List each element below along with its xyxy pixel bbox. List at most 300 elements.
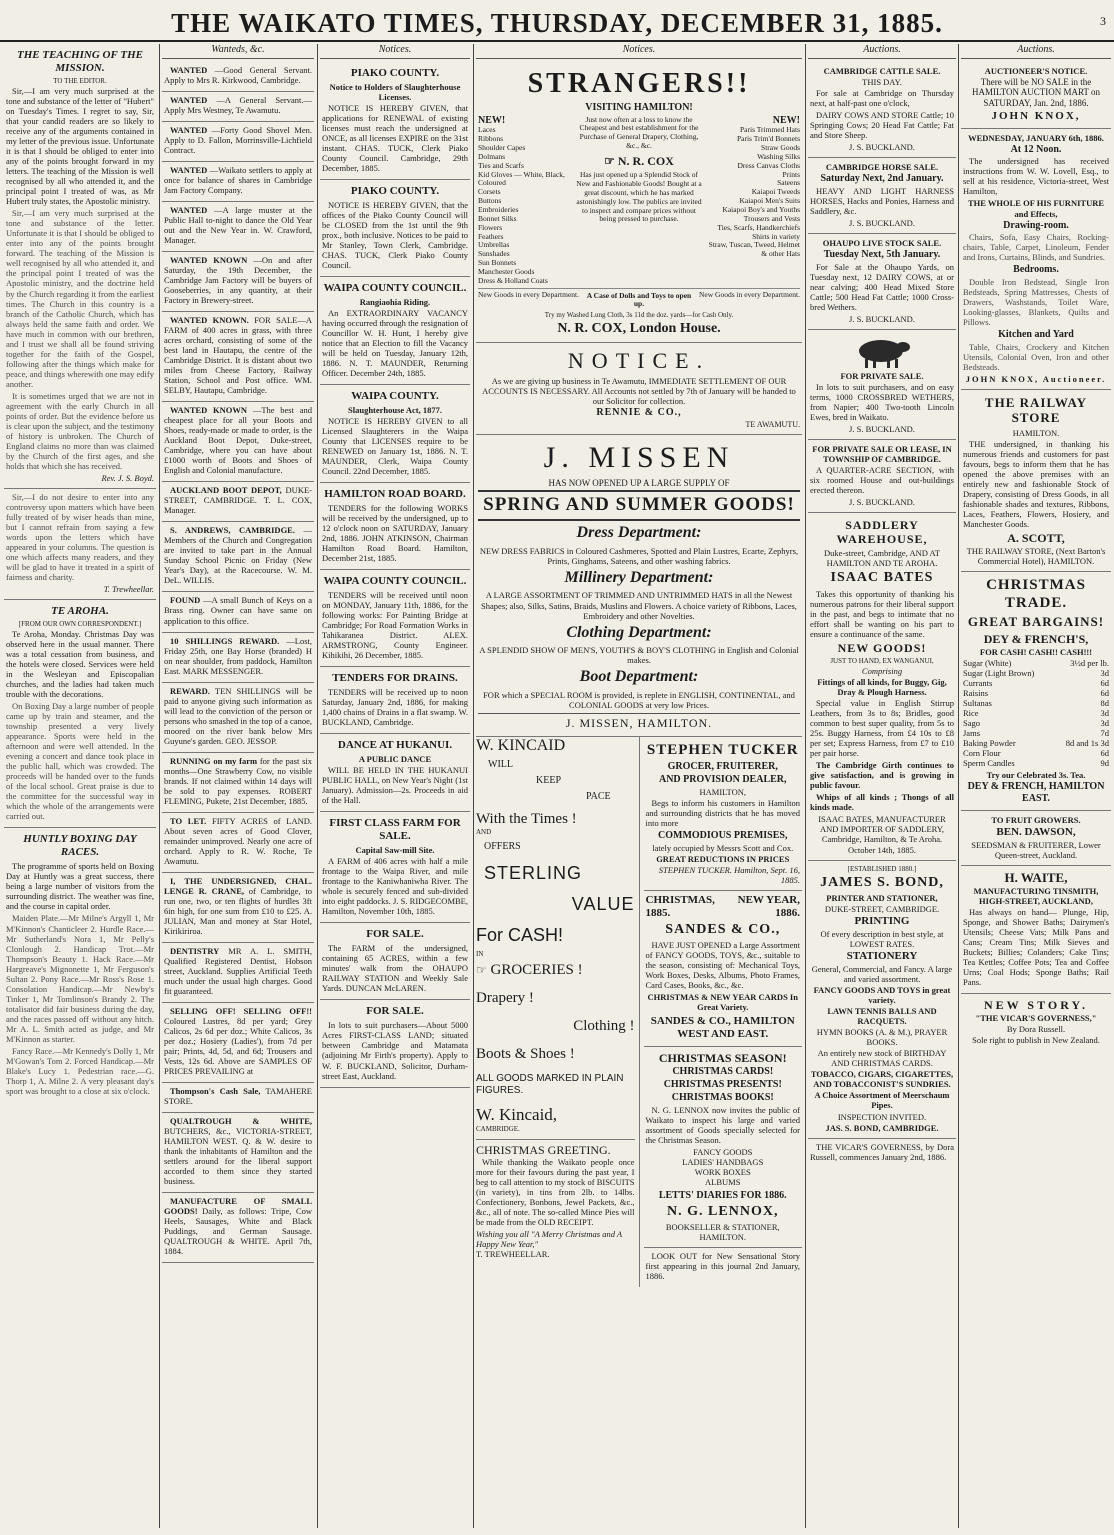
page-number: 3 <box>1100 14 1106 28</box>
bond-birthday: An entirely new stock of BIRTHDAY AND CHRISTMAS CARDS. <box>817 1048 947 1069</box>
grocery-price: 6d <box>1100 748 1109 759</box>
bates-name: ISAAC BATES <box>830 570 934 586</box>
notice-ad-body: NOTICE IS HEREBY GIVEN to all Licensed Slaughterers in the Waipa County that LICENSES require to be RENEWED on January 1st, 1886. N. T. MAUNDER, Clerk, Waipa County Council. 22nd December, 1885. <box>322 416 468 477</box>
cattle-sale-ad <box>808 62 956 158</box>
ohaupo-head: OHAUPO LIVE STOCK SALE. <box>822 237 942 248</box>
bond-inspection: INSPECTION INVITED. <box>837 1111 927 1122</box>
notice-ad-body: TENDERS will be received until noon on MONDAY, January 11th, 1886, for the following works: For Painting Bridge at Cambridge; For Road Formation Works in Tahikaranea District. ALEX. ARMSTRONG, County Engineer. Kihikihi, 26 December, 1885. <box>322 590 468 661</box>
lennox-text: N. G. LENNOX now invites the public of Waikato to inspect his large and varied assortment of Goods specially selected for the Christmas Season. <box>645 1104 800 1145</box>
notice-ad-body: TENDERS will be received up to noon Saturday, January 2nd, 1886, for making 1,400 chains of Drains in a flat swamp. W. BUCKLAND, Cambridge. <box>322 687 468 728</box>
vicar-title: "THE VICAR'S GOVERNESS," <box>975 1013 1097 1024</box>
drapery-item: Dress Canvas Cloths <box>737 160 801 170</box>
xmas-books: CHRISTMAS BOOKS! <box>671 1091 774 1103</box>
wanted-ad-body: —Good General Servant. Apply to Mrs R. Kirkwood, Cambridge. <box>164 64 312 85</box>
grocery-item: Rice <box>963 708 979 719</box>
huntly-body: The programme of sports held on Boxing Day at Huntly was a great success, there being a large number of visitors from the surrounding district. The weather was fine, and the course in capital order. <box>6 861 154 912</box>
vicar-ad <box>808 1139 956 1168</box>
waite-name: H. WAITE, <box>1004 869 1068 885</box>
drapery-item: Kaiapoi Boy's and Youths <box>722 205 801 215</box>
notice-headline: NOTICE. <box>567 348 711 374</box>
grocery-row <box>963 748 1109 758</box>
notice-ad-head: TENDERS FOR DRAINS. <box>332 672 458 685</box>
drapery-item: Ties, Scarfs, Handkerchiefs <box>717 222 801 232</box>
notice-ad-head: HAMILTON ROAD BOARD. <box>324 488 466 501</box>
grocery-row <box>963 688 1109 698</box>
xmas-left: CHRISTMAS, 1885. <box>645 893 715 919</box>
buckland-sign-5: J. S. BUCKLAND. <box>849 496 915 507</box>
grocery-item: Raisins <box>963 688 989 699</box>
drapery-item: Kaiapoi Tweeds <box>751 187 801 197</box>
lennox-item: LADIES' HANDBAGS <box>682 1156 764 1167</box>
saddlery-ad <box>808 513 956 861</box>
wanted-ad <box>162 633 314 683</box>
lennox-item: ALBUMS <box>705 1176 741 1187</box>
drapery-item: Sunshades <box>478 249 510 259</box>
wanted-ad-head: WANTED KNOWN <box>170 255 248 266</box>
wanted-ad-head: MANUFACTURE OF SMALL GOODS! <box>164 1196 312 1217</box>
bond-tennis: LAWN TENNIS BALLS AND RACQUETS. <box>827 1006 937 1027</box>
wanted-ad-head: WANTED <box>170 64 208 75</box>
drapery-item: Sateens <box>777 178 801 188</box>
notice-ad <box>320 812 470 923</box>
wanted-ad-text <box>164 485 312 515</box>
bond-fancy: FANCY GOODS AND TOYS in great variety. <box>813 985 951 1006</box>
notice-ads-list <box>320 62 470 1088</box>
wanted-ad-text <box>164 595 312 625</box>
drapery-item: Sun Bonnets <box>478 258 517 268</box>
groceries-text: GROCERIES ! <box>490 962 583 979</box>
boot-dept-title: Boot Department: <box>579 668 699 686</box>
visiting-hamilton: VISITING HAMILTON! <box>585 101 693 113</box>
grocery-row <box>963 728 1109 738</box>
exchange-sale-ad <box>808 440 956 513</box>
wanted-ad-body: —A small Bunch of Keys on a Brass ring. Owner can have same on application to this office. <box>164 595 313 626</box>
notice-ad-sub: Capital Saw-mill Site. <box>355 845 435 856</box>
wanted-ad <box>162 592 314 632</box>
notice-ad-head: FOR SALE. <box>366 1005 424 1018</box>
bond-printing-text: Of every description in best style, at LOWEST RATES. <box>820 929 944 950</box>
bates-new-goods: NEW GOODS! <box>837 640 927 655</box>
buckland-sign-2: J. S. BUCKLAND. <box>849 217 915 228</box>
grocery-row <box>963 758 1109 768</box>
horse-sale-head: CAMBRIDGE HORSE SALE. <box>825 161 939 172</box>
xmas-cards: CHRISTMAS CARDS! <box>672 1066 774 1078</box>
sandes-name: SANDES & CO., <box>665 921 781 937</box>
christmas-trade-ad <box>961 572 1111 811</box>
notice-ad-sub: A PUBLIC DANCE <box>358 754 432 765</box>
wanted-ad-head: AUCKLAND BOOT DEPOT, <box>170 485 282 496</box>
tucker-and-others <box>644 737 803 1288</box>
wanted-ad <box>162 162 314 202</box>
grocery-price: 3d <box>1100 708 1109 719</box>
grocery-row <box>963 708 1109 718</box>
letter-signature: Rev. J. S. Boyd. <box>101 472 154 483</box>
lennox-item: WORK BOXES <box>694 1166 751 1177</box>
notice-ad-body: WILL BE HELD IN THE HUKANUI PUBLIC HALL, on New Year's Night (1st January). Admission—2s. Proceeds in aid of the Hall. <box>322 765 468 806</box>
notice-ad-body: TENDERS for the following WORKS will be received by the undersigned, up to 12 o'clock noon on SATURDAY, January 2nd, 1886. JOHN ATKINSON, Chairman Hamilton Road Board. Hamilton, December 21st, 1885. <box>322 503 468 564</box>
knox-name: JOHN KNOX, <box>991 109 1081 122</box>
notice-ad-head: PIAKO COUNTY. <box>350 66 440 79</box>
notice-ad <box>320 1000 470 1087</box>
wanted-ad-body: FIFTY ACRES of LAND. About seven acres of Good Clover, remainder unimproved. Nearly one acre of orchard. Apply to R. W. Roche, Te Awamutu. <box>164 815 312 866</box>
article-title: THE TEACHING OF THE MISSION. <box>16 49 143 74</box>
wanted-ad <box>162 122 314 162</box>
cox-foot: Try my Washed Lung Cloth, 3s 11d the doz. yards—for Cash Only. <box>544 311 734 320</box>
wanted-ad-body: —A large muster at the Public Hall to-night to dance the Old Year out and the New Year in. W. Crawford, Manager. <box>164 204 313 245</box>
kincaid-groceries <box>476 962 635 980</box>
notice-ad-head: WAIPA COUNTY. <box>351 390 439 403</box>
dey-french-name: DEY & FRENCH'S, <box>983 631 1089 646</box>
column-notices <box>320 44 470 1528</box>
wanted-ad <box>162 753 314 813</box>
lennox-sub: BOOKSELLER & STATIONER, HAMILTON. <box>665 1222 780 1243</box>
missen-foot: J. MISSEN, HAMILTON. <box>478 713 800 730</box>
tucker-place: HAMILTON, <box>699 786 747 797</box>
dress-dept-title: Dress Department: <box>576 523 702 541</box>
bond-stationery-text: General, Commercial, and Fancy. A large and varied assortment. <box>811 964 953 985</box>
grocery-row <box>963 718 1109 728</box>
christmas-greeting-title: CHRISTMAS GREETING. <box>476 1143 611 1158</box>
railway-store-ad <box>961 390 1111 572</box>
kincaid-sterling: STERLING <box>484 862 583 883</box>
article-body-cont: Sir,—I am very much surprised at the tone and substance of the letter. Unfortunate it is that I should be obliged to enter into any of the points brought forward. The teaching of the Mission is well recognised by all who attended it, and the principal point I treated of was the Apostolic ministry, and the doctrine held by the Church regarding it from the earliest times. The Church in this country is a branch of the Catholic Church, which has always held the same faith and order. We have much in common with our brethren, and I trust we shall all be found striving together for the faith of the Gospel, following after the things which make for peace, and things wherewith one may edify another. <box>6 208 154 389</box>
vicar-foot: Sole right to publish in New Zealand. <box>972 1035 1100 1046</box>
grocery-item: Sperm Candles <box>963 758 1015 769</box>
private-sale-text: In lots to suit purchasers, and on easy terms, 1000 CROSSBRED WETHERS, from Napier; 400 Two-tooth Lincoln Ewes, bred in Waikato. <box>810 381 954 422</box>
article-title-te-aroha: TE AROHA. <box>51 604 109 617</box>
wanted-ad-text <box>164 756 312 806</box>
drapery-item: Flowers <box>478 222 503 232</box>
saddlery-sub: Duke-street, Cambridge, AND AT HAMILTON AND TE AROHA. <box>824 548 940 569</box>
cox-name <box>574 154 703 168</box>
wanted-ad-body: TEN SHILLINGS will be paid to anyone giving such information as will lead to the conviction of the person or persons who smashed in the top of a canoe, moored on the river bank below Mrs Guyune's garden. GEO. JESSOP. <box>164 685 312 746</box>
wanted-ad-head: WANTED <box>170 124 208 135</box>
wanted-ad <box>162 92 314 122</box>
auctioneer-notice <box>961 62 1111 129</box>
boot-dept-text: FOR which a SPECIAL ROOM is provided, is replete in ENGLISH, CONTINENTAL, and COLONIAL GOODS at very low Prices. <box>483 690 795 711</box>
lennox-item: FANCY GOODS <box>693 1146 753 1157</box>
kincaid-will: WILL <box>488 759 513 771</box>
notice-ad-head: WAIPA COUNTY COUNCIL. <box>323 575 467 588</box>
cox-dept: New Goods in every Department. <box>478 289 580 299</box>
wanted-ad-head: WANTED KNOWN. <box>170 315 249 326</box>
xmas-right: NEW YEAR, 1886. <box>737 893 800 919</box>
xmas-presents: CHRISTMAS PRESENTS! <box>663 1079 782 1091</box>
wanted-ad-text <box>164 1086 312 1106</box>
grocery-item: Sultanas <box>963 698 992 709</box>
drapery-item: Embroideries <box>478 205 519 215</box>
wanted-ad-body: FOR SALE—A FARM of 400 acres in grass, with three acres orchard, consisting of some of the best land in Hautapu, the centre of the Cambridge District. It is distant about two miles from Cheese Factory, Railway Station, School and Post office. WM. SELBY, Hautapu, Cambridge. <box>164 315 312 396</box>
wanted-ad <box>162 312 314 402</box>
wanted-ad <box>162 1083 314 1113</box>
cox-text: Has just opened up a Splendid Stock of New and Fashionable Goods! Bought at a great discount, which he has marked astonishingly low. The publics are invited to inspect and compare prices without being pressed to purchase. <box>576 170 702 224</box>
wanted-ad-text <box>164 405 312 475</box>
xmas-trade-title: CHRISTMAS TRADE. <box>986 577 1086 611</box>
notice-ad-body: In lots to suit purchasers—About 5000 Acres FIRST-CLASS LAND; situated between Cambridge and Matamata (adjoining Mr Firth's property). Apply to W. F. BUCKLAND, Solicitor, Durham-street East, Auckland. <box>322 1020 468 1081</box>
wanted-ad-body: DUKE-STREET, CAMBRIDGE. T. L. COX, Manager. <box>164 485 312 516</box>
column-rule <box>317 44 318 1528</box>
lennox-ad <box>644 1047 803 1248</box>
dawson-name: BEN. DAWSON, <box>996 825 1076 838</box>
drapery-item: Dolmans <box>478 151 506 161</box>
bond-meer: A Choice Assortment of Meerschaum Pipes. <box>814 1090 950 1111</box>
drapery-item: Bonnet Silks <box>478 213 517 223</box>
tucker-commodious: COMMODIOUS PREMISES, <box>658 829 788 841</box>
drapery-list-left <box>478 126 570 285</box>
drapery-item: Corsets <box>478 187 501 197</box>
wanted-ad-head: WANTED <box>170 204 208 215</box>
wanted-ad <box>162 683 314 753</box>
grocery-row <box>963 698 1109 708</box>
ohaupo-date: Tuesday Next, 5th January. <box>823 248 941 260</box>
column-rule <box>958 44 959 1528</box>
drapery-item: Feathers <box>478 231 504 241</box>
kincaid-clothing: Clothing ! <box>573 1017 635 1034</box>
wanted-ad-head: 10 SHILLINGS REWARD. <box>170 635 280 646</box>
wanted-ad-text <box>164 205 312 245</box>
knox-foot: JOHN KNOX, Auctioneer. <box>965 374 1107 385</box>
fruit-head: TO FRUIT GROWERS. <box>991 814 1081 825</box>
wanted-ad <box>162 943 314 1003</box>
article-title-huntly: HUNTLY BOXING DAY RACES. <box>23 833 137 859</box>
grocery-price: 3d <box>1100 667 1109 678</box>
wanted-ad-text <box>164 1196 312 1256</box>
column-display-ads <box>476 44 802 1528</box>
railway-text: THE undersigned, in thanking his numerous friends and customers for past favours, begs to inform them that he has opened the above premises with an entirely new and fashionable Stock of Drapery, consisting of Dress Goods, in all fashionable shades and textures, Ribbons, Laces, Feathers, Flowers, Hosiery, and Manchester Goods. <box>963 438 1109 529</box>
rennie-place: TE AWAMUTU. <box>745 419 800 429</box>
column-wanteds <box>162 44 314 1528</box>
drapery-item: Manchester Goods <box>478 266 535 276</box>
cattle-sale-text: For sale at Cambridge on Thursday next, at half-past one o'clock, <box>810 87 954 108</box>
grocery-price: 6d <box>1100 688 1109 699</box>
grocery-price: 9d <box>1100 758 1109 769</box>
notice-ad <box>320 385 470 483</box>
drapery-item: Ties and Scarfs <box>478 160 524 170</box>
notice-ad-sub: Rangiaohia Riding. <box>359 296 431 307</box>
look-out-text: LOOK OUT for New Sensational Story first appearing in this journal 2nd January, 1886. <box>645 1251 800 1282</box>
tucker-foot: STEPHEN TUCKER. Hamilton, Sept. 16, 1885. <box>658 864 800 885</box>
article-body: Sir,—I am very much surprised at the tone and substance of the letter of "Hubert" on Tuesday's Times. I regret to say, Sir, that your candid readers are so likely to receive any of the arguments contained in my letter of the previous issue. Unfortunate it is that I should be obliged to enter into any of the points brought forward in my letters. The teaching of the Mission is well recognised by all who attended it, and the principal point I treated of was, as Mr Hubert truly states, the Apostolic ministry. <box>6 86 155 207</box>
grocery-row <box>963 658 1109 668</box>
new-label-left: NEW! <box>478 114 506 126</box>
look-out-ad <box>644 1248 803 1287</box>
cox-name-text: N. R. COX <box>617 154 674 168</box>
notice-ad-head: DANCE AT HUKANUI. <box>337 739 453 752</box>
wanted-ad-text <box>164 1006 312 1076</box>
kincaid-value: VALUE <box>571 893 635 914</box>
wanted-ad <box>162 482 314 522</box>
wanted-ad-text <box>164 255 312 305</box>
drapery-item: Shoulder Capes <box>478 143 526 153</box>
railway-title: THE RAILWAY STORE <box>984 395 1088 426</box>
wanted-ads-list <box>162 62 314 1264</box>
wanted-ad-text <box>164 686 312 746</box>
notice-ad-body: NOTICE IS HEREBY GIVEN, that the offices of the Piako County Council will be CLOSED from the 1st until the 9th prox., both inclusive. Notices to be paid to Mr Stanley, Town Clerk, Cambridge. CHAS. TUCK, Clerk Piako County Council. <box>322 199 468 270</box>
kincaid-name-2: W. Kincaid, <box>476 1104 558 1124</box>
buckland-sign: J. S. BUCKLAND. <box>849 141 915 152</box>
notice-ad-head: FIRST CLASS FARM FOR SALE. <box>329 817 461 843</box>
missen-spring: SPRING AND SUMMER GOODS! <box>478 490 800 520</box>
notice-ad <box>320 277 470 385</box>
furniture-sale-ad: WEDNESDAY, JANUARY 6th, 1886. At 12 Noon. The undersigned has received instructions from W. W. Lovell, Esq., to sell at his residence, Victoria-street, West Hamilton, THE WHOLE OF HIS FURNITURE and Effects, Drawing-room. Chairs, Sofa, Easy Chairs, Rocking-chairs, Table, Carpet, Linoleum, Fender and Irons, Curtains, Blinds, and Sundries. Bedrooms. Double Iron Bedstead, Single Iron Bedsteads, Spring Mattresses, Chests of Drawers, Washstands, Toilet Ware, Looking-glasses, Blankets, Quilts and Pillows. Kitchen and Yard Table, Chairs, Crockery and Kitchen Utensils, Colonial Oven, Iron and other Bedsteads. JOHN KNOX, Auctioneer. <box>961 129 1111 390</box>
grocery-price: 3d <box>1100 718 1109 729</box>
wanted-ad <box>162 1003 314 1083</box>
notice-ad-head: FOR SALE. <box>366 928 424 941</box>
horse-sale-text: HEAVY AND LIGHT HARNESS HORSES, Hacks and Ponies, Harness and Saddlery, &c. <box>810 185 954 216</box>
bargains-title: GREAT BARGAINS! <box>967 614 1105 630</box>
notice-ad-body: The FARM of the undersigned, containing 65 ACRES, within a few minutes' walk from the OHAUPO RAILWAY STATION and Weekly Sale Yards. DUNCAN McLAREN. <box>322 943 468 994</box>
clothing-dept-text: A SPLENDID SHOW OF MEN'S, YOUTH'S & BOY'S CLOTHING in English and Colonial makes. <box>479 645 799 666</box>
bates-fittings: Fittings of all kinds, for Buggy, Gig, Dray & Plough Harness. <box>817 677 947 698</box>
drapery-item: Washing Silks <box>757 151 801 161</box>
grocery-row <box>963 738 1109 748</box>
drapery-item: Umbrellas <box>478 240 510 250</box>
grocery-price: 3½d per lb. <box>1070 657 1109 668</box>
column-rule <box>159 44 160 1528</box>
waite-ad <box>961 866 1111 994</box>
ohaupo-sale-ad <box>808 234 956 330</box>
grocery-item: Baking Powder <box>963 738 1016 749</box>
drapery-item: Prints <box>782 169 801 179</box>
bond-place: DUKE-STREET, CAMBRIDGE. <box>824 904 940 915</box>
grocery-item: Corn Flour <box>963 748 1001 759</box>
missen-opened: HAS NOW OPENED UP A LARGE SUPPLY OF <box>548 477 730 488</box>
column-rule <box>473 44 474 1528</box>
section-header-wanteds: Wanteds, &c. <box>162 44 314 59</box>
furniture-drawing-room: Drawing-room. <box>1003 219 1069 231</box>
wanted-ad-text <box>164 315 312 395</box>
correspondent-line: [FROM OUR OWN CORRESPONDENT.] <box>18 619 142 628</box>
dawson-ad <box>961 811 1111 866</box>
column-rule <box>805 44 806 1528</box>
notice-ad <box>320 734 470 812</box>
notice-ad <box>320 570 470 667</box>
wanted-ad-text <box>164 876 312 936</box>
grocery-price: 7d <box>1100 728 1109 739</box>
drapery-item: Trousers and Vests <box>743 213 801 223</box>
wanted-ad <box>162 1193 314 1263</box>
drapery-item: Kid Gloves — White, Black, Coloured <box>478 169 565 188</box>
drapery-item: Straw, Tuscan, Tweed, Helmet & other Hats <box>708 240 801 259</box>
tucker-text: Begs to inform his customers in Hamilton and surrounding districts that he has moved into more <box>645 797 800 828</box>
kincaid-keep: KEEP <box>536 775 561 787</box>
column-auctions-2 <box>961 44 1111 1528</box>
wanted-ad-head: REWARD. <box>170 685 210 696</box>
horse-sale-date: Saturday Next, 2nd January. <box>820 172 944 184</box>
rennie-notice-ad <box>476 343 802 435</box>
column-letters: THE TEACHING OF THE MISSION. TO THE EDITOR. Sir,—I am very much surprised at the tone and substance of the letter of "Hubert" on Tuesday's Times. I regret to say, Sir, that your candid readers are so likely to receive any of the arguments contained in my letter of the previous issue. Unfortunate it is that I should be obliged to enter into any of the points brought forward in my letters. The teaching of the Mission is well recognised by all who attended it, and the principal point I treated of was, as Mr Hubert truly states, the Apostolic ministry. Sir,—I am very much surprised at the tone and substance of the letter. Unfortunate it is that I should be obliged to enter into any of the points brought forward. The teaching of the Mission is well recognised by all who attended it, and the principal point I treated of was the Apostolic ministry, and the doctrine held by the Church regarding it from the earliest times. The Church in this country is a branch of the Catholic Church, which has always held the same faith and order. We have much in common with our brethren, and I trust we shall all be found striving together for the faith of the Gospel, following after the things which make for peace, and things wherewith one may edify another. It is sometimes urged that we are not in agreement with the early Church in all points of order. But the evidence before us is clear upon the subject, and the testimony of history is unbroken. The Church of England claims no more than was claimed by the Church of the first ages, and she holds that which she has received. Rev. J. S. Boyd. Sir,—I do not desire to enter into any controversy upon matters which have been fully treated of by wiser heads than mine, but I cannot refrain from saying a few words upon the letters which have appeared in your columns. The question is one which affects many readers, and they will be glad to have it treated in a spirit of fairness and charity. T. Trewheellar. TE AROHA. [FROM OUR OWN CORRESPONDENT.] Te Aroha, Monday. Christmas Day was observed here in the usual manner. There was a total cessation from business, and the hotels were closed. Services were held in the Wesleyan and Episcopalian churches, and the ladies had taken much trouble with the decorations. On Boxing Day a large number of people came up by train and steamer, and the township presented a very lively appearance. Sports were held in the afternoon and were well attended. In the evening a concert and dance took place in the public hall, which was crowded. The proceeds will be handed over to the funds of the local school. Great praise is due to the committee for the successful way in which the whole of the arrangements were carried out. HUNTLY BOXING DAY RACES. The programme of sports held on Boxing Day at Huntly was a great success, there being a large number of visitors from the surrounding district. The weather was fine, and the course in capital order. Maiden Plate.—Mr Milne's Argyll 1, Mr M'Kinnon's Chanticleer 2. Hurdle Race.—Mr Sutherland's Nora 1, Mr Pelly's Clonlough 2. Handicap Trot.—Mr Thompson's Beauty 1. Hack Race.—Mr Hargreave's Mignonette 1, Mr Ferguson's Sultan 2. Pony Race.—Mr Ross's Rose 1. Consolation Handicap.—Mr Newby's Tinker 1, Mr Tomlinson's Brandy 2. The totalisator did fair business during the day, and the races passed off without any hitch. Mr A. L. Smith acted as judge, and Mr M'Kinnon as starter. Fancy Race.—Mr Kennedy's Dolly 1, Mr M'Gowan's Tom 2. Forced Handicap.—Mr Blake's Lucy 1. Pedestrian race.—G. Thorp 1, A. Milne 2. A very pleasant day's sport was brought to a close at six o'clock. <box>4 44 156 1528</box>
wanted-ad-text <box>164 125 312 155</box>
drapery-item: Straw Goods <box>761 143 801 153</box>
kincaid-drapery: Drapery ! <box>476 990 534 1007</box>
wanted-ad-head: Thompson's Cash Sale, <box>170 1086 261 1097</box>
wanted-ad <box>162 813 314 873</box>
wanted-ad-text <box>164 636 312 676</box>
kincaid-name: W. KINCAID <box>476 736 566 754</box>
masthead <box>0 0 1114 42</box>
wanted-ad-body: —Lost, Friday 25th, one Bay Horse (branded) H on near shoulder, from paddock, Hamilton East. MARK MESSENGER. <box>164 635 312 676</box>
sheep-icon <box>847 335 917 369</box>
wanted-ad-text <box>164 65 312 85</box>
exchange-head: FOR PRIVATE SALE OR LEASE, IN TOWNSHIP OF CAMBRIDGE. <box>812 443 952 464</box>
kincaid-offers: OFFERS <box>484 840 521 852</box>
grocery-item: Jams <box>963 728 980 739</box>
cattle-sale-list: DAIRY COWS AND STORE Cattle; 10 Springing Cows; 20 Head Fat Cattle; Fat and Store Sheep. <box>810 109 954 140</box>
furniture-time: At 12 Noon. <box>1010 143 1062 155</box>
wanted-ad <box>162 402 314 482</box>
dawson-sub: SEEDSMAN & FRUITERER, Lower Queen-street, Auckland. <box>971 839 1101 860</box>
bond-stationery: STATIONERY <box>846 950 918 963</box>
sandes-foot: SANDES & CO., HAMILTON WEST AND EAST. <box>650 1015 795 1041</box>
wanted-ad-head: WANTED <box>170 94 208 105</box>
tucker-text-2: lately occupied by Messrs Scott and Cox. <box>652 842 794 853</box>
kincaid-boots: Boots & Shoes ! <box>476 1045 575 1062</box>
kincaid-for-cash: For CASH! <box>476 924 564 945</box>
wanted-ad-text <box>164 816 312 866</box>
millinery-dept-title: Millinery Department: <box>564 568 714 586</box>
wanted-ad-body: —Waikato settlers to apply at once for balance of shares in Cambridge Jam Factory Company. <box>164 164 313 195</box>
private-sale-ad <box>808 330 956 440</box>
vicar-by: By Dora Russell. <box>1006 1024 1066 1035</box>
wanted-ad-text <box>164 95 312 115</box>
drapery-item: Dress & Holland Coats <box>478 275 548 285</box>
christmas-greeting-text: While thanking the Waikato people once more for their favours during the past year, I beg to call attention to my stock of BISCUITS (in variety), in tins from 2lb. to 14lbs. Confectionery, Bonbons, Jewel Packets, &c., &c., all of note. The so-called Mince Pies will be made from the OLD RECEIPT. <box>476 1157 635 1228</box>
bond-sub: PRINTER AND STATIONER, <box>826 893 938 904</box>
buckland-sign-3: J. S. BUCKLAND. <box>849 313 915 324</box>
notice-ad <box>320 667 470 734</box>
bond-printing: PRINTING <box>854 915 910 928</box>
notice-ad <box>320 62 470 180</box>
column-auctions <box>808 44 956 1528</box>
wanted-ad <box>162 62 314 92</box>
bates-foot: ISAAC BATES, MANUFACTURER AND IMPORTER OF SADDLERY, Cambridge, Hamilton, & Te Aroha. October 14th, 1885. <box>818 814 946 855</box>
section-header-notices-2: Notices. <box>476 44 802 59</box>
wanted-ad-head: DENTISTRY <box>170 945 220 956</box>
wanted-ad <box>162 1113 314 1193</box>
newspaper-title: THE WAIKATO TIMES, THURSDAY, DECEMBER 31, 1885. <box>171 8 943 38</box>
wanted-ad-text <box>164 525 312 585</box>
tucker-sub-2: AND PROVISION DEALER, <box>658 773 787 785</box>
wanted-ad-text <box>164 1116 312 1186</box>
grocery-price: 8d and 1s 3d <box>1065 738 1109 749</box>
wanted-ad-head: WANTED <box>170 164 208 175</box>
lennox-list <box>646 1147 801 1187</box>
pointing-hand-icon: ☞ <box>604 154 615 168</box>
wanted-ad-head: RUNNING on my farm <box>170 755 258 766</box>
notice-ad <box>320 923 470 1000</box>
bond-tobacco: TOBACCO, CIGARS, CIGARETTES, AND TOBACCONIST'S SUNDRIES. <box>810 1069 954 1090</box>
lennox-diaries: LETTS' DIARIES FOR 1886. <box>658 1189 787 1201</box>
wanted-ad-body: —The best and cheapest place for all your Boots and Shoes, ready-made or made to order, is the Auckland Boot Depot, Duke-street, Cambridge, where you can have about £1000 worth of Boots and Shoes of English and Colonial manufacture. <box>164 405 312 476</box>
kincaid-cambridge: CAMBRIDGE. <box>476 1124 520 1133</box>
wanted-ad-body: BUTCHERS, &c., VICTORIA-STREET, HAMILTON WEST. Q. & W. desire to thank the inhabitants of Hamilton and the settlers around for the liberal support accorded to them since they started business. <box>164 1126 312 1187</box>
wanted-ad <box>162 252 314 312</box>
bates-text: Takes this opportunity of thanking his numerous patrons for their liberal support in the past, and begs to intimate that no effort shall be wanting on his part to ensure a continuance of the same. <box>810 588 954 639</box>
rennie-name: RENNIE & CO., <box>596 407 682 419</box>
notice-ad-sub: Notice to Holders of Slaughterhouse Licenses. <box>329 81 461 102</box>
vicar-text: THE VICAR'S GOVERNESS, by Dora Russell, commences January 2nd, 1886. <box>810 1141 954 1162</box>
grocery-price-list <box>963 658 1109 768</box>
notice-ad <box>320 180 470 277</box>
auctioneer-notice-head: AUCTIONEER'S NOTICE. <box>984 65 1088 76</box>
wanted-ad-body: —Members of the Church and Congregation are invited to take part in the Annual Sunday School Picnic on Friday (New Year's Day), at the Racecourse. W. M. DeL. WILLIS. <box>164 525 313 586</box>
drapery-item: Kaiapoi Men's Suits <box>739 196 801 206</box>
wanted-ad-head: QUALTROUGH & WHITE, <box>170 1116 312 1127</box>
clothing-dept-title: Clothing Department: <box>566 623 712 641</box>
grocery-price: 8d <box>1100 698 1109 709</box>
furniture-text: The undersigned has received instructions from W. W. Lovell, Esq., to sell at his residence, Victoria-street, West Hamilton, <box>963 156 1109 197</box>
drapery-item: Ribbons <box>478 134 504 144</box>
